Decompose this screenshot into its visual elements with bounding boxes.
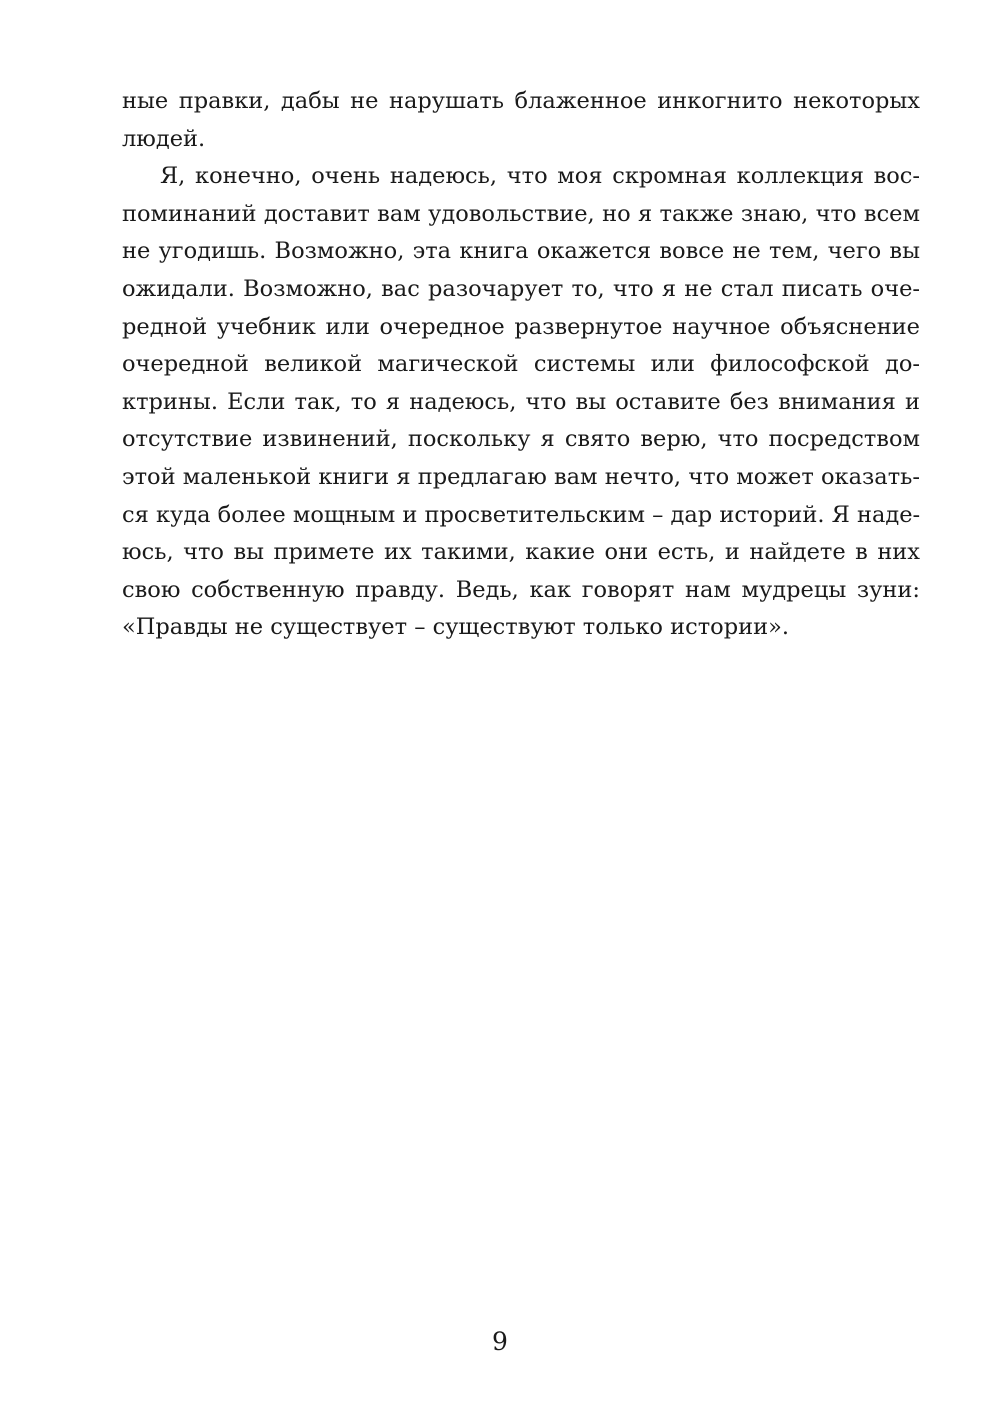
paragraph-main <box>122 158 920 647</box>
text-line: не угодишь. Возможно, эта книга окажется вовсе не тем, чего вы <box>122 238 920 265</box>
text-line: поминаний доставит вам удовольствие, но я также знаю, что всем <box>122 200 920 227</box>
page-number: 9 <box>492 1327 508 1356</box>
text-line: юсь, что вы примете их такими, какие они есть, и найдете в них <box>122 539 920 566</box>
text-line: Я, конечно, очень надеюсь, что моя скромная коллекция вос- <box>160 163 920 190</box>
text-line: свою собственную правду. Ведь, как говорят нам мудрецы зуни: <box>122 576 920 603</box>
text-line: ные правки, дабы не нарушать блаженное инкогнито некоторых <box>122 88 920 114</box>
text-line: «Правды не существует – существуют только истории». <box>122 614 790 641</box>
text-line: ожидали. Возможно, вас разочарует то, что я не стал писать оче- <box>122 275 920 302</box>
text-line: ся куда более мощным и просветительским – дар историй. Я наде- <box>122 501 921 528</box>
text-line: людей. <box>122 125 206 152</box>
page-body <box>122 83 920 647</box>
text-line: этой маленькой книги я предлагаю вам нечто, что может оказать- <box>122 463 920 490</box>
text-line: отсутствие извинений, поскольку я свято верю, что посредством <box>122 426 920 453</box>
text-line: редной учебник или очередное развернутое научное объяснение <box>122 313 920 340</box>
text-line: очередной великой магической системы или философской до- <box>122 351 920 378</box>
text-line: ктрины. Если так, то я надеюсь, что вы оставите без внимания и <box>122 388 920 415</box>
paragraph-continuation <box>122 83 920 158</box>
